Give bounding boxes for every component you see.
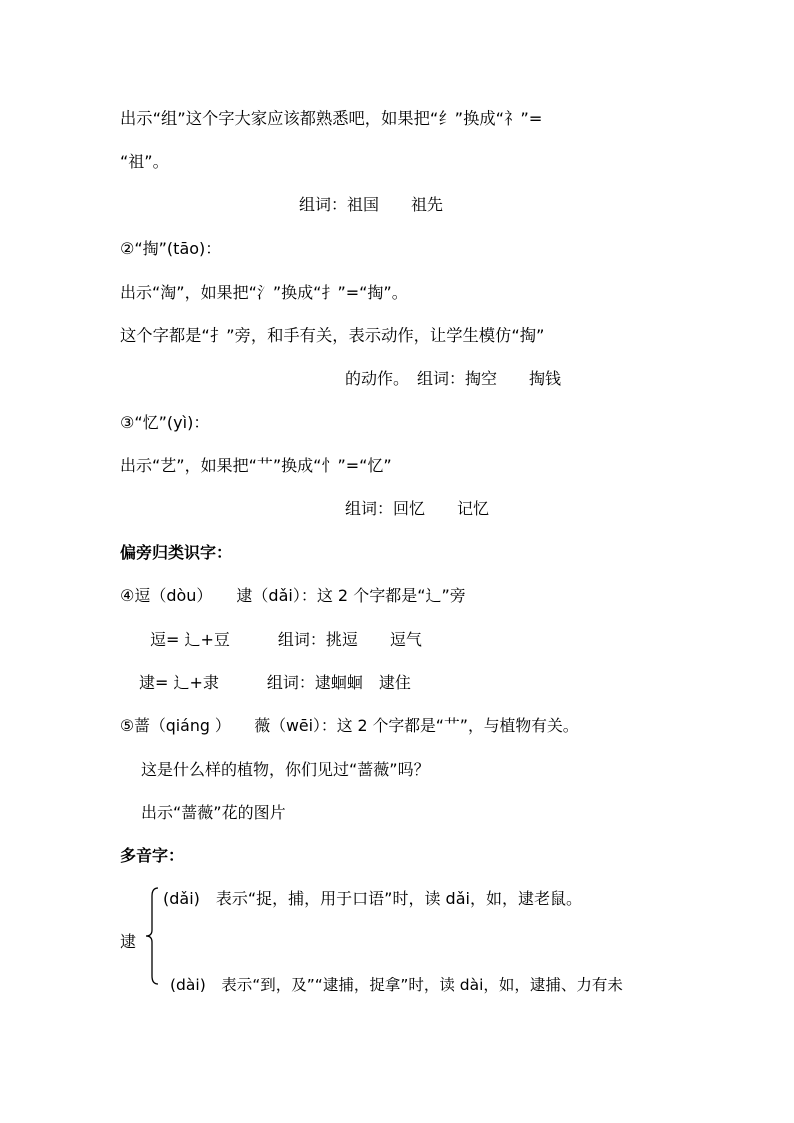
line-yi-words: 组词：回忆 记忆 xyxy=(345,499,490,518)
item-3-yi: ③“忆”(yì)： xyxy=(120,413,210,432)
line-zu: 出示“组”这个字大家应该都熟悉吧，如果把“纟”换成“礻”= xyxy=(120,109,543,128)
line-tao-show: 出示“淘”，如果把“氵”换成“扌”=“掏”。 xyxy=(120,283,408,302)
line-zu-words: 组词：祖国 祖先 xyxy=(299,195,444,214)
line-yi-show: 出示“艺”，如果把“艹”换成“忄”=“忆” xyxy=(120,456,392,475)
polyphonic-char: 逮 xyxy=(120,932,137,951)
curly-brace xyxy=(144,886,160,986)
heading-polyphonic: 多音字： xyxy=(120,846,185,865)
polyphonic-reading-dai4: (dài) 表示“到，及”“逮捕，捉拿”时，读 dài，如，逮捕、力有未 xyxy=(170,976,623,994)
line-question-plant: 这是什么样的植物，你们见过“蔷薇”吗？ xyxy=(141,760,430,779)
line-tao-words: 的动作。 组词：掏空 掏钱 xyxy=(345,369,562,388)
polyphonic-reading-dai3: (dǎi) 表示“捉，捕，用于口语”时，读 dǎi，如，逮老鼠。 xyxy=(163,889,582,908)
line-zu-result: “祖”。 xyxy=(120,152,169,171)
item-4-dou-dai: ④逗（dòu） 逮（dǎi）：这 2 个字都是“辶”旁 xyxy=(120,586,466,605)
item-5-qiang-wei: ⑤蔷（qiáng ） 薇（wēi）：这 2 个字都是“艹”，与植物有关。 xyxy=(120,716,579,735)
line-tao-explain: 这个字都是“扌”旁，和手有关，表示动作，让学生模仿“掏” xyxy=(120,326,545,345)
line-show-picture: 出示“蔷薇”花的图片 xyxy=(141,803,286,822)
heading-radical-grouping: 偏旁归类识字： xyxy=(120,543,233,562)
line-dai-words: 逮= 辶+隶 组词：逮蛔蛔 逮住 xyxy=(139,673,411,692)
line-dou-words: 逗= 辶+豆 组词：挑逗 逗气 xyxy=(150,630,422,649)
item-2-tao: ②“掏”(tāo)： xyxy=(120,239,222,258)
